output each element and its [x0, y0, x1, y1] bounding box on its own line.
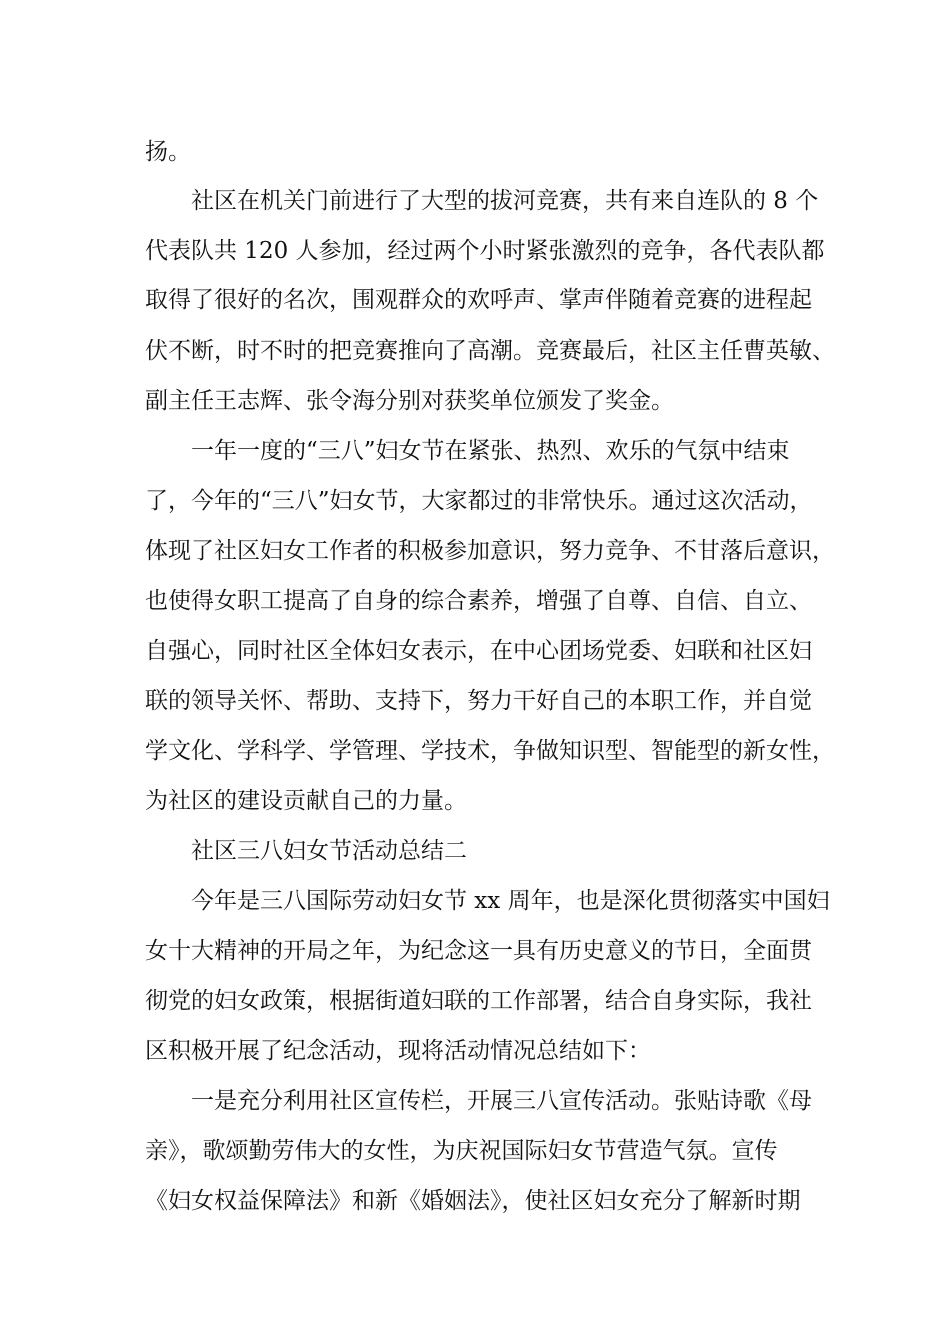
text-line: 也使得女职工提高了自身的综合素养，增强了自尊、自信、自立、 [145, 588, 812, 614]
text-line: 伏不断，时不时的把竞赛推向了高潮。竞赛最后，社区主任曹英敏、 [145, 338, 835, 364]
text-line: 社区在机关门前进行了大型的拔河竞赛，共有来自连队的 8 个 [145, 188, 819, 214]
text-line: 彻党的妇女政策，根据街道妇联的工作部署，结合自身实际，我社 [145, 988, 812, 1014]
text-line: 亲》，歌颂勤劳伟大的女性，为庆祝国际妇女节营造气氛。宣传 [145, 1138, 778, 1164]
text-line: 取得了很好的名次，围观群众的欢呼声、掌声伴随着竞赛的进程起 [145, 287, 812, 313]
text-line: 女十大精神的开局之年，为纪念这一具有历史意义的节日，全面贯 [145, 938, 812, 964]
text-line: 副主任王志辉、张令海分别对获奖单位颁发了奖金。 [145, 388, 674, 414]
text-line: 扬。 [145, 139, 191, 165]
text-line: 《妇女权益保障法》和新《婚姻法》，使社区妇女充分了解新时期 [145, 1188, 801, 1214]
text-line: 体现了社区妇女工作者的积极参加意识，努力竞争、不甘落后意识， [145, 538, 835, 564]
text-line: 今年是三八国际劳动妇女节 xx 周年，也是深化贯彻落实中国妇 [145, 888, 830, 914]
text-line: 学文化、学科学、学管理、学技术，争做知识型、智能型的新女性， [145, 738, 835, 764]
text-line: 代表队共 120 人参加，经过两个小时紧张激烈的竞争，各代表队都 [145, 238, 825, 264]
text-line: 一是充分利用社区宣传栏，开展三八宣传活动。张贴诗歌《母 [145, 1088, 812, 1114]
text-line: 了，今年的“三八”妇女节，大家都过的非常快乐。通过这次活动， [145, 488, 813, 514]
text-line: 自强心，同时社区全体妇女表示，在中心团场党委、妇联和社区妇 [145, 638, 812, 664]
section-heading: 社区三八妇女节活动总结二 [145, 838, 467, 864]
text-line: 为社区的建设贡献自己的力量。 [145, 788, 467, 814]
text-line: 一年一度的“三八”妇女节在紧张、热烈、欢乐的气氛中结束 [145, 438, 790, 464]
text-line: 区积极开展了纪念活动，现将活动情况总结如下： [145, 1038, 651, 1064]
text-line: 联的领导关怀、帮助、支持下，努力干好自己的本职工作，并自觉 [145, 688, 812, 714]
